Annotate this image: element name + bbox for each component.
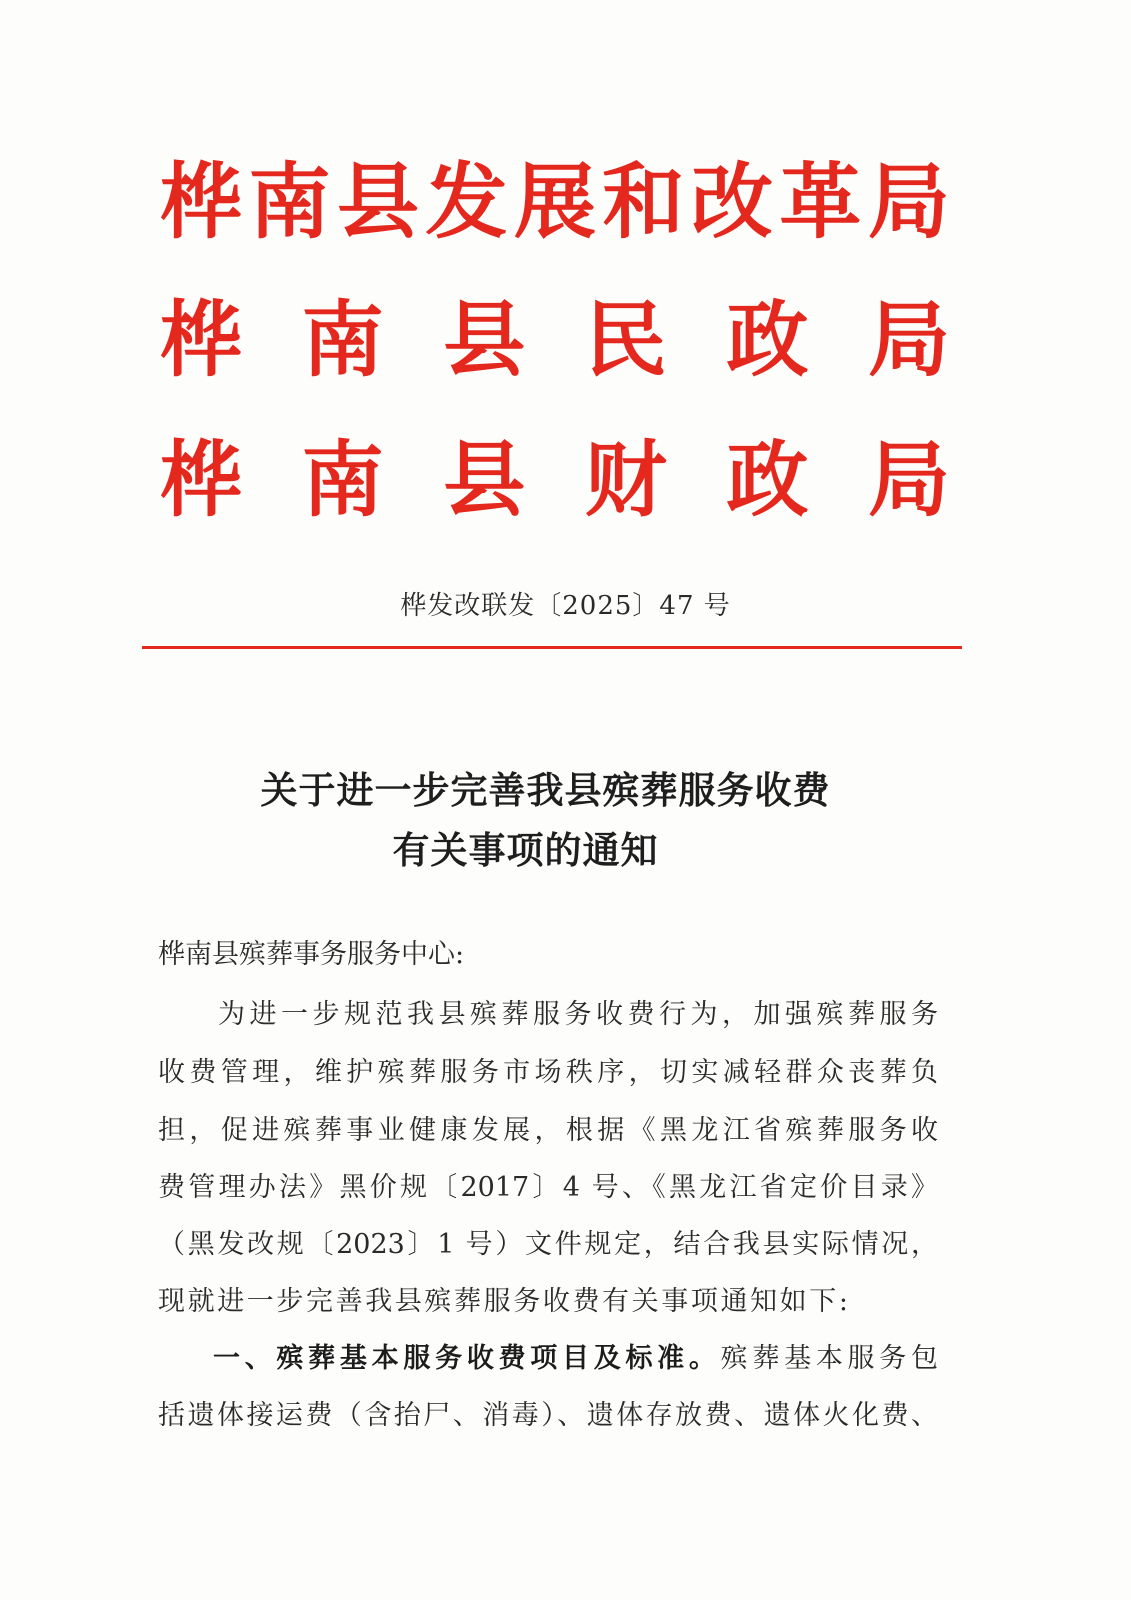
letterhead-char: 桦 bbox=[160, 293, 243, 388]
body-line: 现就进一步完善我县殡葬服务收费有关事项通知如下: bbox=[158, 1286, 848, 1317]
letterhead-char: 县 bbox=[336, 155, 419, 250]
letterhead-char: 财 bbox=[584, 433, 667, 528]
letterhead-char: 改 bbox=[690, 155, 773, 250]
letterhead-char: 县 bbox=[443, 293, 526, 388]
letterhead-org-1 bbox=[160, 155, 950, 250]
document-number: 桦发改联发〔2025〕47 号 bbox=[400, 591, 731, 621]
letterhead-char: 县 bbox=[443, 433, 526, 528]
red-separator-line bbox=[142, 646, 962, 649]
section-1-line bbox=[213, 1336, 938, 1375]
letterhead-char: 局 bbox=[867, 155, 950, 250]
letterhead-char: 发 bbox=[425, 155, 508, 250]
letterhead-char: 桦 bbox=[160, 155, 243, 250]
body-line: 费管理办法》黑价规〔2017〕4 号、《黑龙江省定价目录》 bbox=[158, 1172, 938, 1203]
body-line: （黑发改规〔2023〕1 号）文件规定，结合我县实际情况， bbox=[158, 1229, 938, 1260]
document-title-line-1: 关于进一步完善我县殡葬服务收费 bbox=[260, 769, 831, 812]
letterhead-char: 展 bbox=[513, 155, 596, 250]
letterhead-char: 和 bbox=[602, 155, 685, 250]
body-line: 收费管理，维护殡葬服务市场秩序，切实减轻群众丧葬负 bbox=[158, 1057, 938, 1088]
letterhead-char: 政 bbox=[726, 433, 809, 528]
letterhead-org-3 bbox=[160, 433, 950, 528]
letterhead-char: 局 bbox=[867, 433, 950, 528]
letterhead-char: 政 bbox=[726, 293, 809, 388]
letterhead-char: 南 bbox=[248, 155, 331, 250]
body-line: 括遗体接运费（含抬尸、消毒）、遗体存放费、遗体火化费、 bbox=[158, 1400, 938, 1431]
letterhead-char: 桦 bbox=[160, 433, 243, 528]
letterhead-char: 南 bbox=[301, 433, 384, 528]
section-1-text: 殡葬基本服务包 bbox=[720, 1343, 939, 1374]
letterhead-char: 局 bbox=[867, 293, 950, 388]
letterhead-org-2 bbox=[160, 293, 950, 388]
body-line: 担，促进殡葬事业健康发展，根据《黑龙江省殡葬服务收 bbox=[158, 1115, 938, 1146]
letterhead-char: 民 bbox=[584, 293, 667, 388]
letterhead-char: 南 bbox=[301, 293, 384, 388]
section-1-heading: 一、殡葬基本服务收费项目及标准。 bbox=[213, 1343, 721, 1374]
body-line: 为进一步规范我县殡葬服务收费行为，加强殡葬服务 bbox=[218, 999, 938, 1030]
salutation: 桦南县殡葬事务服务中心: bbox=[158, 939, 465, 970]
document-title-line-2: 有关事项的通知 bbox=[392, 829, 659, 872]
letterhead-char: 革 bbox=[779, 155, 862, 250]
